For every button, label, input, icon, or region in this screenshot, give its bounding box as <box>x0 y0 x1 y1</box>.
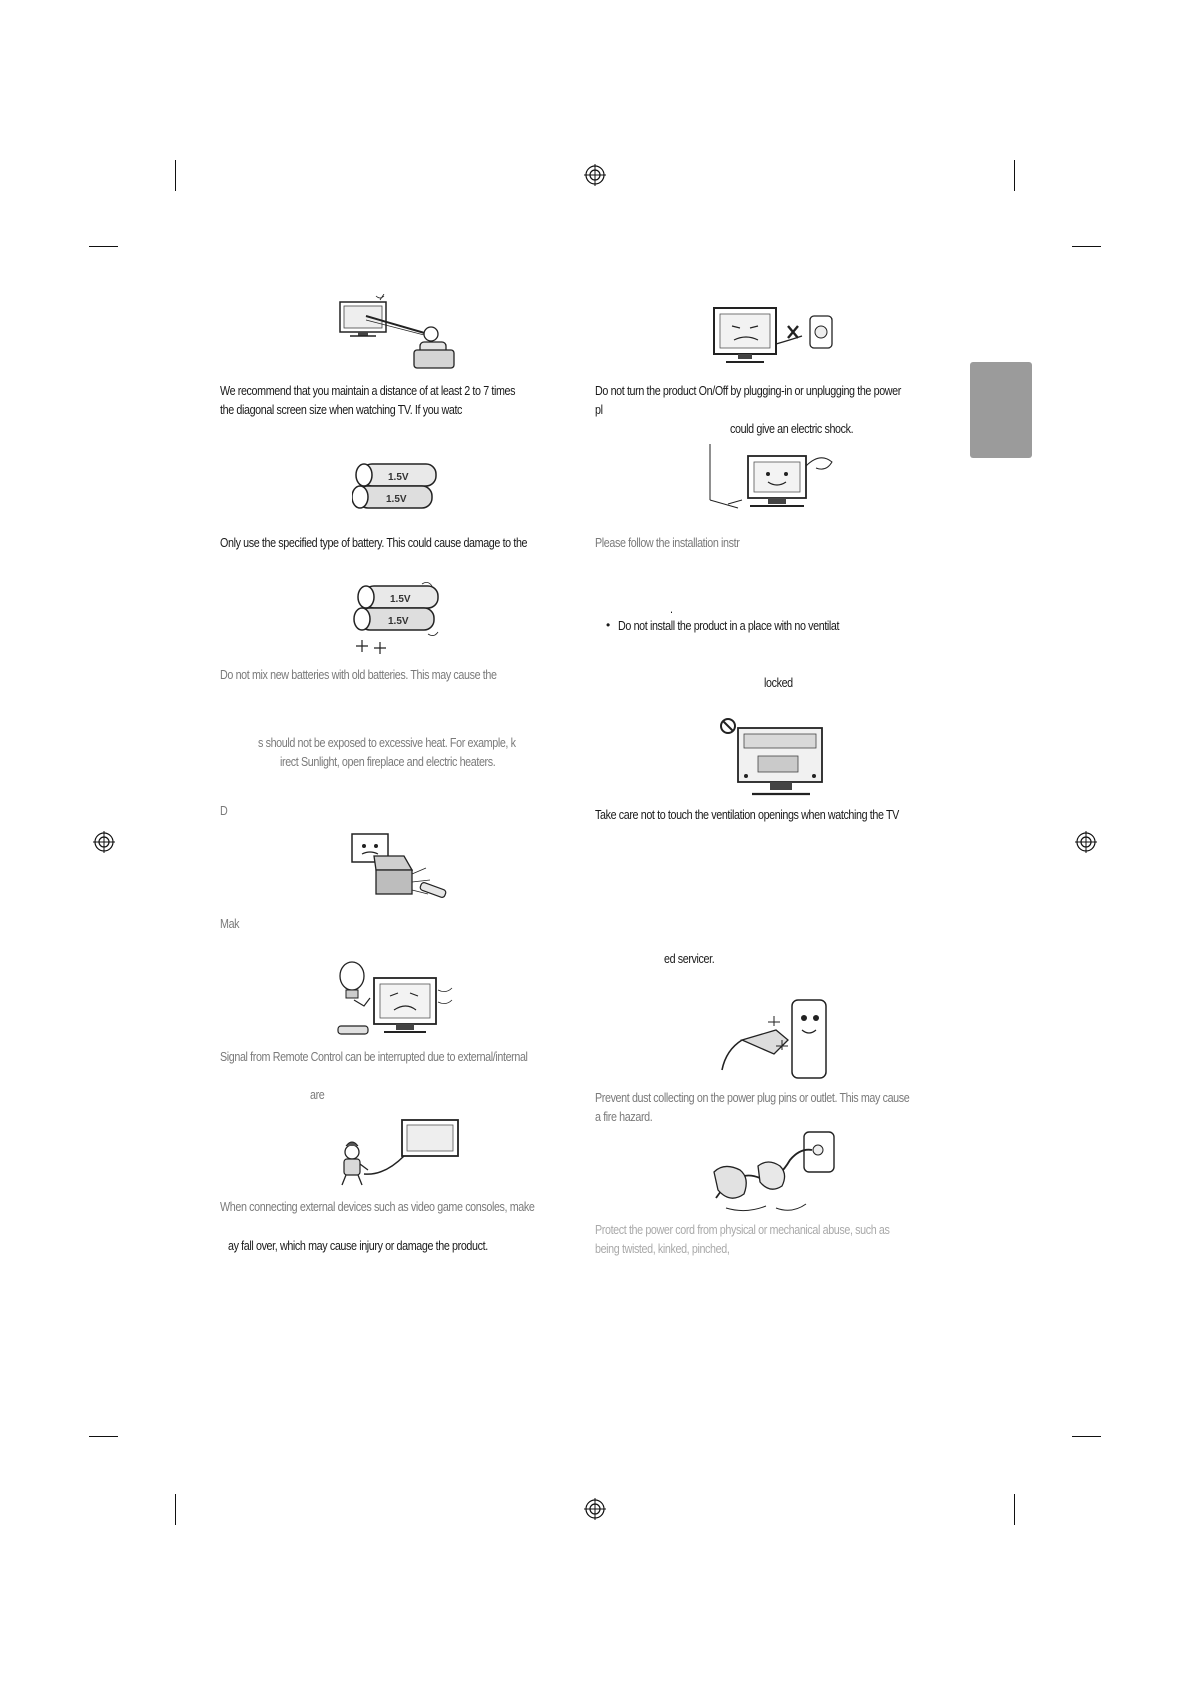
para-installation: Please follow the installation instr <box>595 536 740 550</box>
tv-unplug-illustration-icon <box>710 304 836 368</box>
registration-mark-right-icon <box>1075 831 1097 853</box>
crop-mark-top-right-vertical <box>1014 160 1015 191</box>
child-cable-illustration-icon <box>334 1116 462 1188</box>
registration-mark-top-icon <box>584 164 606 186</box>
crop-mark-bottom-right-horizontal <box>1072 1436 1101 1437</box>
battery-label: 1.5V <box>388 616 409 627</box>
para-signal-interruption: Signal from Remote Control can be interrupted due to external/internal <box>220 1050 528 1064</box>
registration-mark-left-icon <box>93 831 115 853</box>
bullet-marker: • <box>606 618 611 632</box>
plug-outlet-illustration-icon <box>712 996 830 1082</box>
cord-abuse-illustration-icon <box>706 1128 838 1218</box>
battery-label: 1.5V <box>388 472 409 483</box>
viewing-distance-illustration-icon <box>336 294 458 370</box>
battery-label: 1.5V <box>390 594 411 605</box>
para-distance-line-1: We recommend that you maintain a distance of at least 2 to 7 times <box>220 384 516 398</box>
ventilation-back-illustration-icon <box>718 716 826 800</box>
para-battery-type: Only use the specified type of battery. This could cause damage to the <box>220 536 528 550</box>
bullet-ventilation: Do not install the product in a place with no ventilat <box>618 619 840 633</box>
language-tab <box>970 362 1032 458</box>
para-heat-line-2: irect Sunlight, open fireplace and electric heaters. <box>280 755 496 769</box>
para-power-onoff-line-3: could give an electric shock. <box>730 422 854 436</box>
crop-mark-top-right-horizontal <box>1072 246 1101 247</box>
lamp-interference-illustration-icon <box>334 956 460 1042</box>
registration-mark-bottom-icon <box>584 1498 606 1520</box>
mixed-batteries-illustration-icon <box>352 580 448 656</box>
para-ventilation-openings: Take care not to touch the ventilation openings when watching the TV <box>595 808 899 822</box>
para-are: are <box>310 1088 325 1102</box>
para-cord-line-2: being twisted, kinked, pinched, <box>595 1242 730 1256</box>
crop-mark-top-left-vertical <box>175 160 176 191</box>
crop-mark-top-left-horizontal <box>89 246 118 247</box>
para-dust-line-2: a fire hazard. <box>595 1110 653 1124</box>
para-external-devices: When connecting external devices such as video game consoles, make <box>220 1200 535 1214</box>
para-locked: locked <box>764 676 793 690</box>
para-heat-line-1: s should not be exposed to excessive heat. For example, k <box>258 736 516 750</box>
battery-pair-illustration-icon <box>352 460 444 514</box>
para-power-onoff-line-1: Do not turn the product On/Off by plugging-in or unplugging the power <box>595 384 901 398</box>
para-fall-over: ay fall over, which may cause injury or damage the product. <box>228 1239 488 1253</box>
para-mix-batteries: Do not mix new batteries with old batteries. This may cause the <box>220 668 497 682</box>
para-power-onoff-line-2: pl <box>595 403 603 417</box>
para-dust-line-1: Prevent dust collecting on the power plug pins or outlet. This may cause <box>595 1091 910 1105</box>
battery-label: 1.5V <box>386 494 407 505</box>
para-servicer: ed servicer. <box>664 952 715 966</box>
crop-mark-bottom-right-vertical <box>1014 1494 1015 1525</box>
installation-clearance-illustration-icon <box>698 442 840 522</box>
para-distance-line-2: the diagonal screen size when watching TV. If you watc <box>220 403 463 417</box>
para-d: D <box>220 804 228 818</box>
crop-mark-bottom-left-horizontal <box>89 1436 118 1437</box>
remote-obstruction-illustration-icon <box>338 830 450 906</box>
para-mak: Mak <box>220 917 240 931</box>
para-dot: . <box>670 602 673 616</box>
crop-mark-bottom-left-vertical <box>175 1494 176 1525</box>
para-cord-line-1: Protect the power cord from physical or mechanical abuse, such as <box>595 1223 890 1237</box>
